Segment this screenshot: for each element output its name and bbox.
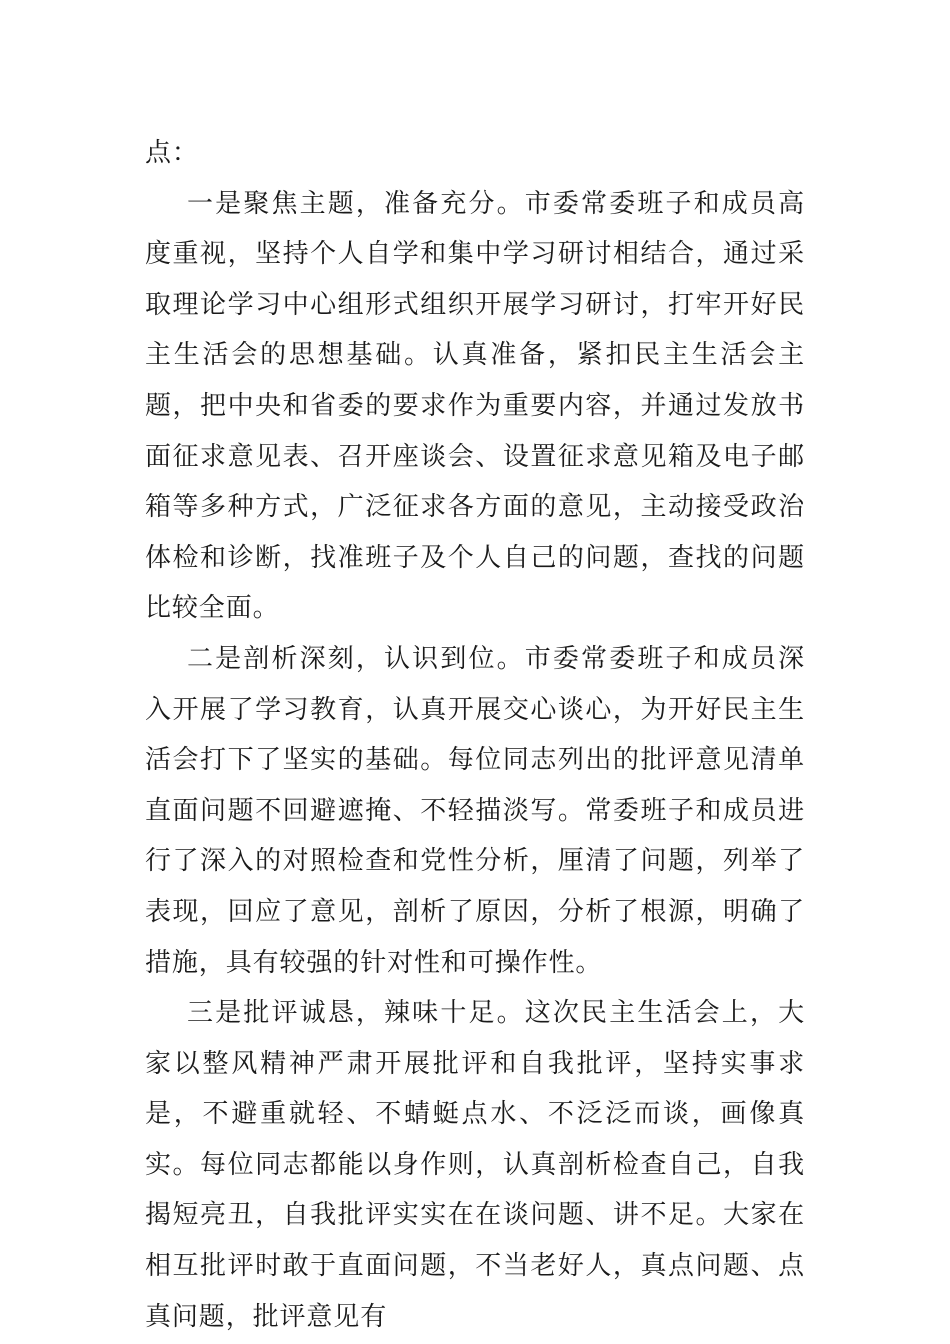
paragraph-continuation: 点： <box>145 138 199 168</box>
paragraph-point-one: 一是聚焦主题，准备充分。市委常委班子和成员高度重视，坚持个人自学和集中学习研讨相结合，通过采取理论学习中心组形式组织开展学习研讨，打牢开好民主生活会的思想基础。认真准备，紧扣民主生活会主题，把中央和省委的要求作为重要内容，并通过发放书面征求意见表、召开座谈会、设置征求意见箱及电子邮箱等多种方式，广泛征求各方面的意见，主动接受政治体检和诊断，找准班子及个人自己的问题，查找的问题比较全面。 <box>145 188 805 624</box>
paragraph-point-two: 二是剖析深刻，认识到位。市委常委班子和成员深入开展了学习教育，认真开展交心谈心，为开好民主生活会打下了坚实的基础。每位同志列出的批评意见清单直面问题不回避遮掩、不轻描淡写。常委班子和成员进行了深入的对照检查和党性分析，厘清了问题，列举了表现，回应了意见，剖析了原因，分析了根源，明确了措施，具有较强的针对性和可操作性。 <box>145 643 805 978</box>
paragraph-point-three: 三是批评诚恳，辣味十足。这次民主生活会上，大家以整风精神严肃开展批评和自我批评，坚持实事求是，不避重就轻、不蜻蜓点水、不泛泛而谈，画像真实。每位同志都能以身作则，认真剖析检查自己，自我揭短亮丑，自我批评实实在在谈问题、讲不足。大家在相互批评时敢于直面问题，不当老好人，真点问题、点真问题，批评意见有 <box>145 998 805 1332</box>
document-body <box>145 128 805 1342</box>
